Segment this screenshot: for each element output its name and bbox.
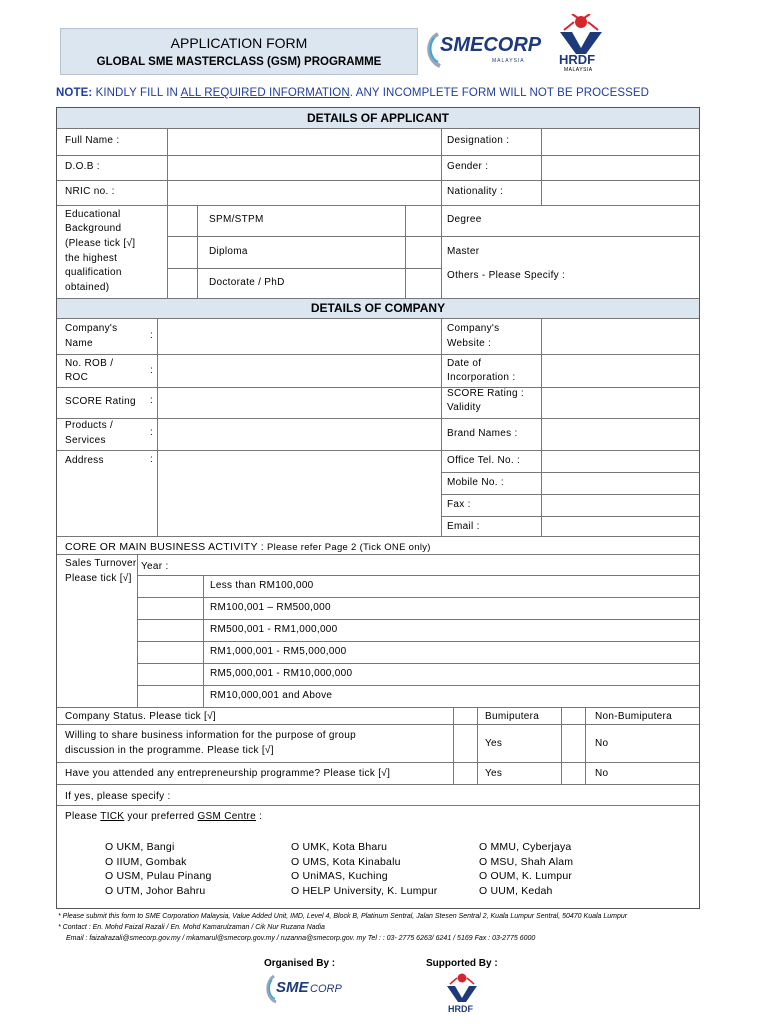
dob-field[interactable]: [169, 157, 439, 179]
mobile-field[interactable]: [543, 474, 697, 493]
gsm-centres-col3: [479, 840, 573, 898]
gsm-centre-option[interactable]: O MSU, Shah Alam: [479, 855, 574, 868]
gsm-centre-option[interactable]: O UniMAS, Kuching: [291, 870, 388, 882]
turnover-tick-3[interactable]: [139, 621, 201, 640]
edu-label-5: qualification: [65, 267, 122, 278]
year-label: Year :: [141, 561, 169, 572]
brand-field[interactable]: [543, 420, 697, 449]
gsm-centre-option[interactable]: O UMS, Kota Kinabalu: [291, 855, 401, 868]
turnover-range-5: RM5,000,001 - RM10,000,000: [210, 668, 353, 679]
gsm-centres-col2: [291, 840, 437, 898]
attended-yes-checkbox[interactable]: [455, 764, 475, 783]
attended-label: Have you attended any entrepreneurship programme? Please tick [√]: [65, 768, 391, 779]
share-no-label: No: [595, 738, 609, 749]
instruction-note: NOTE: KINDLY FILL IN ALL REQUIRED INFORMATION. ANY INCOMPLETE FORM WILL NOT BE PROCESSED: [56, 87, 650, 99]
gsm-centre-option[interactable]: O UTM, Johor Bahru: [105, 884, 206, 897]
business-activity-heading: CORE OR MAIN BUSINESS ACTIVITY : Please refer Page 2 (Tick ONE only): [65, 541, 431, 553]
website-label-1: Company's: [447, 323, 500, 334]
gender-field[interactable]: [543, 157, 697, 179]
share-info-label-2: discussion in the programme. Please tick [√]: [65, 745, 274, 756]
submit-note: * Please submit this form to SME Corporation Malaysia, Value Added Unit, IMD, Level 4, Block B, Platinum Sentral, Jalan Stesen Sentral 2, Kuala Lumpur Sentral, 50470 Kuala Lumpur: [58, 913, 628, 920]
turnover-tick-1[interactable]: [139, 577, 201, 596]
nric-label: NRIC no. :: [65, 186, 115, 197]
sales-label-2: Please tick [√]: [65, 573, 132, 584]
gsm-centres-col1: [105, 840, 212, 898]
share-yes-checkbox[interactable]: [455, 726, 475, 761]
score-field[interactable]: [159, 389, 439, 417]
turnover-tick-4[interactable]: [139, 643, 201, 662]
email-note: Email : faizalrazali@smecorp.gov.my / mkamarul@smecorp.gov.my / ruzanna@smecorp.gov. my Tel : : 03- 2775 6263/ 6241 / 5169 Fax : 03-2775 6000: [66, 935, 536, 942]
form-title: APPLICATION FORM: [170, 35, 308, 51]
gsm-centre-option[interactable]: O UMK, Kota Bharu: [291, 841, 388, 853]
diploma-label: Diploma: [209, 246, 248, 257]
others-label: Others - Please Specify :: [447, 270, 566, 281]
sales-label-1: Sales Turnover: [65, 558, 137, 569]
gsm-centre-option[interactable]: O HELP University, K. Lumpur: [291, 884, 438, 897]
share-info-label-1: Willing to share business information for the purpose of group: [65, 730, 356, 741]
address-field[interactable]: [159, 452, 439, 535]
diploma-checkbox[interactable]: [169, 238, 195, 267]
turnover-tick-5[interactable]: [139, 665, 201, 684]
score-validity-label-1: SCORE Rating :: [447, 388, 525, 399]
organiser-smecorp-logo: [264, 972, 364, 1006]
application-form: DETAILS OF APPLICANT Full Name : Designation : D.O.B : Gender : NRIC no. : Nationality : Educational Background (Please tick [√] the highest qualification obtained) SPM/STPM Degree Diploma Master Doctorate / PhD Others - Please Specify : DETAILS OF COMPANY Company's Name : Company's Website : No. ROB / ROC : Date of Incorporation : SCORE Rating : SCORE Rating : Validity Products / Services : Brand Names : Address : Office Tel. No. : Mobile No. : Fax : Email : CORE OR MAIN BUSINESS ACTIVITY : Please refer Page 2 (Tick ONE only) Sales Turnover Please tick [√] Year : Less than RM100,000 RM100,001 – RM500,000 RM500,001 - RM1,000,000 RM1,000,001 - RM5,000,000 RM5,000,001 - RM10,000,000 RM10,000,001 and Above Company Status. Please tick [√] Bumiputera Non-Bumiputera Willing to share business information for the purpose of group discussion in the programme. Please tick [√] Yes No Have you attended any entrepreneurship programme? Please tick [√] Yes No If yes, please specify : Please TICK your preferred GSM Centre : O UKM, Bangi O IIUM, Gombak O USM, Pulau Pinang O UTM, Johor Bahru O UMK, Kota Bharu O UMS, Kota Kinabalu O UniMAS, Kuching O HELP University, K. Lumpur O MMU, Cyberjaya O MSU, Shah Alam O OUM, K. Lumpur O UUM, Kedah: [56, 107, 700, 909]
svg-text:HRDF: HRDF: [448, 1004, 473, 1014]
website-label-2: Website :: [447, 338, 492, 349]
office-tel-label: Office Tel. No. :: [447, 455, 521, 466]
hrdf-logo: HRDF MALAYSIA: [552, 14, 610, 76]
fax-label: Fax :: [447, 499, 471, 510]
score-validity-label-2: Validity: [447, 402, 481, 413]
rob-field[interactable]: [159, 356, 439, 386]
rob-label-2: ROC: [65, 372, 89, 383]
supported-by-label: Supported By :: [426, 958, 498, 969]
gender-label: Gender :: [447, 161, 489, 172]
products-label-2: Services: [65, 435, 106, 446]
specify-field[interactable]: [177, 786, 697, 804]
svg-text:SME: SME: [276, 979, 309, 996]
attended-no-checkbox[interactable]: [563, 764, 583, 783]
degree-label: Degree: [447, 214, 482, 225]
edu-label-1: Educational: [65, 209, 121, 220]
rob-label-1: No. ROB /: [65, 358, 114, 369]
products-label-1: Products /: [65, 420, 114, 431]
turnover-range-6: RM10,000,001 and Above: [210, 690, 333, 701]
spm-label: SPM/STPM: [209, 214, 264, 225]
doi-field[interactable]: [543, 356, 697, 386]
smecorp-logo: SMECORP MALAYSIA: [424, 26, 544, 74]
gsm-centre-option[interactable]: O UKM, Bangi: [105, 841, 175, 853]
nationality-label: Nationality :: [447, 186, 504, 197]
form-title-box: [60, 28, 418, 75]
edu-label-3: (Please tick [√]: [65, 238, 136, 249]
score-validity-field[interactable]: [543, 389, 697, 417]
company-name-field[interactable]: [159, 320, 439, 353]
email-field[interactable]: [543, 518, 697, 535]
non-bumiputera-label: Non-Bumiputera: [595, 711, 673, 722]
gsm-centre-option[interactable]: O OUM, K. Lumpur: [479, 870, 573, 882]
year-field[interactable]: [177, 556, 697, 574]
gsm-centre-option[interactable]: O MMU, Cyberjaya: [479, 841, 572, 853]
doi-label-1: Date of: [447, 358, 482, 369]
designation-label: Designation :: [447, 135, 510, 146]
turnover-range-4: RM1,000,001 - RM5,000,000: [210, 646, 347, 657]
gsm-centre-option[interactable]: O USM, Pulau Pinang: [105, 870, 212, 882]
turnover-range-3: RM500,001 - RM1,000,000: [210, 624, 338, 635]
full-name-field[interactable]: [169, 130, 439, 154]
share-yes-label: Yes: [485, 738, 503, 749]
form-subtitle: GLOBAL SME MASTERCLASS (GSM) PROGRAMME: [96, 56, 382, 68]
doi-label-2: Incorporation :: [447, 372, 516, 383]
gsm-centre-option[interactable]: O IIUM, Gombak: [105, 855, 187, 868]
turnover-range-1: Less than RM100,000: [210, 580, 314, 591]
brand-label: Brand Names :: [447, 428, 518, 439]
company-section-heading: DETAILS OF COMPANY: [310, 301, 446, 315]
bumiputera-checkbox[interactable]: [455, 709, 475, 723]
fax-field[interactable]: [543, 496, 697, 515]
doctorate-checkbox[interactable]: [169, 270, 195, 297]
share-no-checkbox[interactable]: [563, 726, 583, 761]
website-field[interactable]: [543, 320, 697, 353]
score-label: SCORE Rating: [65, 396, 136, 407]
others-field[interactable]: [443, 284, 697, 297]
bumiputera-label: Bumiputera: [485, 711, 540, 722]
edu-label-6: obtained): [65, 282, 110, 293]
turnover-tick-2[interactable]: [139, 599, 201, 618]
designation-field[interactable]: [543, 130, 697, 154]
spm-checkbox[interactable]: [169, 207, 195, 235]
address-label: Address: [65, 455, 104, 466]
svg-text:CORP: CORP: [310, 983, 342, 995]
company-name-label-1: Company's: [65, 323, 118, 334]
gsm-centre-option[interactable]: O UUM, Kedah: [479, 884, 553, 897]
office-tel-field[interactable]: [543, 452, 697, 471]
non-bumiputera-checkbox[interactable]: [563, 709, 583, 723]
doctorate-label: Doctorate / PhD: [209, 277, 285, 288]
contact-note: * Contact : En. Mohd Faizal Razali / En. Mohd Kamarulzaman / Cik Nur Ruzana Nadia: [58, 924, 325, 931]
attended-no-label: No: [595, 768, 609, 779]
email-label: Email :: [447, 521, 480, 532]
nric-field[interactable]: [169, 182, 439, 204]
dob-label: D.O.B :: [65, 161, 100, 172]
products-field[interactable]: [159, 420, 439, 449]
degree-checkbox[interactable]: [407, 207, 439, 235]
full-name-label: Full Name :: [65, 135, 120, 146]
mobile-label: Mobile No. :: [447, 477, 504, 488]
company-name-label-2: Name: [65, 338, 93, 349]
company-status-label: Company Status. Please tick [√]: [65, 711, 216, 722]
edu-label-2: Background: [65, 223, 122, 234]
applicant-section-heading: DETAILS OF APPLICANT: [307, 111, 449, 125]
turnover-range-2: RM100,001 – RM500,000: [210, 602, 331, 613]
gsm-centre-instruction: Please TICK your preferred GSM Centre :: [65, 811, 263, 822]
supporter-hrdf-logo: [442, 972, 482, 1014]
turnover-tick-6[interactable]: [139, 687, 201, 706]
specify-label: If yes, please specify :: [65, 791, 171, 802]
attended-yes-label: Yes: [485, 768, 503, 779]
organised-by-label: Organised By :: [264, 958, 336, 969]
master-checkbox[interactable]: [407, 238, 439, 267]
edu-label-4: the highest: [65, 253, 118, 264]
nationality-field[interactable]: [543, 182, 697, 204]
master-label: Master: [447, 246, 480, 257]
